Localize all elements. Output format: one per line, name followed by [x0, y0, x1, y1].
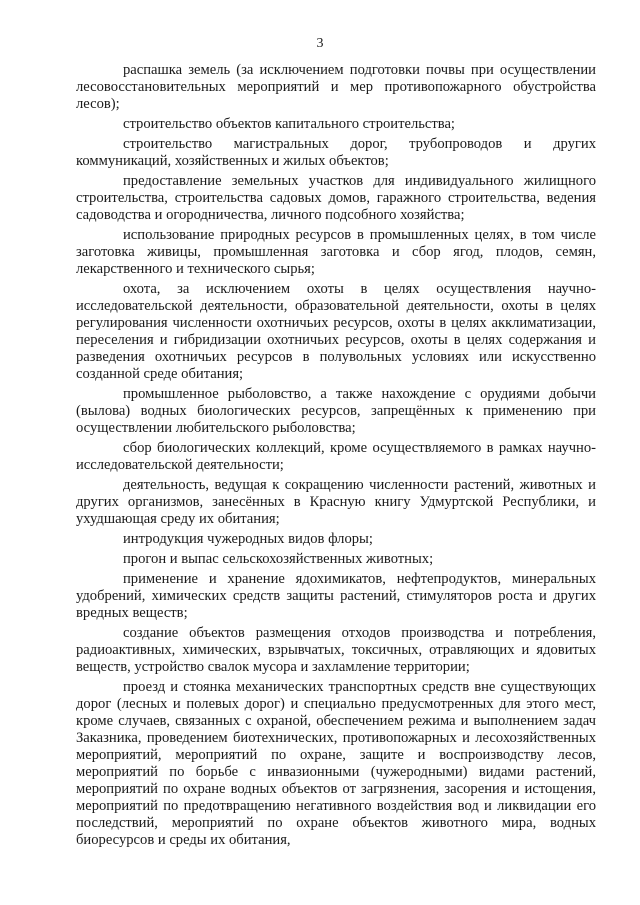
paragraph: проезд и стоянка механических транспортных средств вне существующих дорог (лесных и полевых дорог) и специально предусмотренных для этого мест, кроме случаев, связанных с охраной, обеспечением режима и выполнением задач Заказника, проведением биотехнических, противопожарных и лесохозяйственных мероприятий, мероприятий по охране, защите и воспроизводству лесов, мероприятий по борьбе с инвазионными (чужеродными) видами растений, мероприятий по охране водных объектов от загрязнения, засорения и истощения, мероприятий по предотвращению негативного воздействия вод и ликвидации его последствий, мероприятий по охране объектов животного мира, водных биоресурсов и среды их обитания, — [76, 679, 596, 848]
paragraph: охота, за исключением охоты в целях осуществления научно-исследовательской деятельности, образовательной деятельности, охоты в целях регулирования численности охотничьих ресурсов, охоты в целях акклиматизации, переселения и гибридизации охотничьих ресурсов, охоты в целях содержания и разведения охотничьих ресурсов в полувольных условиях или искусственно созданной среде обитания; — [76, 281, 596, 382]
page-number: 3 — [316, 36, 324, 51]
document-body — [76, 62, 596, 852]
paragraph: прогон и выпас сельскохозяйственных животных; — [123, 551, 434, 567]
paragraph: деятельность, ведущая к сокращению численности растений, животных и других организмов, занесённых в Красную книгу Удмуртской Республики, и ухудшающая среду их обитания; — [76, 477, 596, 527]
paragraph: предоставление земельных участков для индивидуального жилищного строительства, строительства садовых домов, гаражного строительства, ведения садоводства и огородничества, личного подсобного хозяйства; — [76, 173, 596, 223]
paragraph: сбор биологических коллекций, кроме осуществляемого в рамках научно-исследовательской деятельности; — [76, 440, 596, 473]
paragraph: строительство магистральных дорог, трубопроводов и других коммуникаций, хозяйственных и жилых объектов; — [76, 136, 596, 169]
paragraph: применение и хранение ядохимикатов, нефтепродуктов, минеральных удобрений, химических средств защиты растений, стимуляторов роста и других вредных веществ; — [76, 571, 596, 621]
paragraph: создание объектов размещения отходов производства и потребления, радиоактивных, химических, взрывчатых, токсичных, отравляющих и ядовитых веществ, устройство свалок мусора и захламление территории; — [76, 625, 596, 675]
paragraph: строительство объектов капитального строительства; — [123, 116, 455, 132]
paragraph: распашка земель (за исключением подготовки почвы при осуществлении лесовосстановительных мероприятий и мер противопожарного обустройства лесов); — [76, 62, 596, 112]
paragraph: промышленное рыболовство, а также нахождение с орудиями добычи (вылова) водных биологических ресурсов, запрещённых к применению при осуществлении любительского рыболовства; — [76, 386, 596, 436]
paragraph: использование природных ресурсов в промышленных целях, в том числе заготовка живицы, промышленная заготовка и сбор ягод, плодов, семян, лекарственного и технического сырья; — [76, 227, 596, 277]
paragraph: интродукция чужеродных видов флоры; — [123, 531, 373, 547]
